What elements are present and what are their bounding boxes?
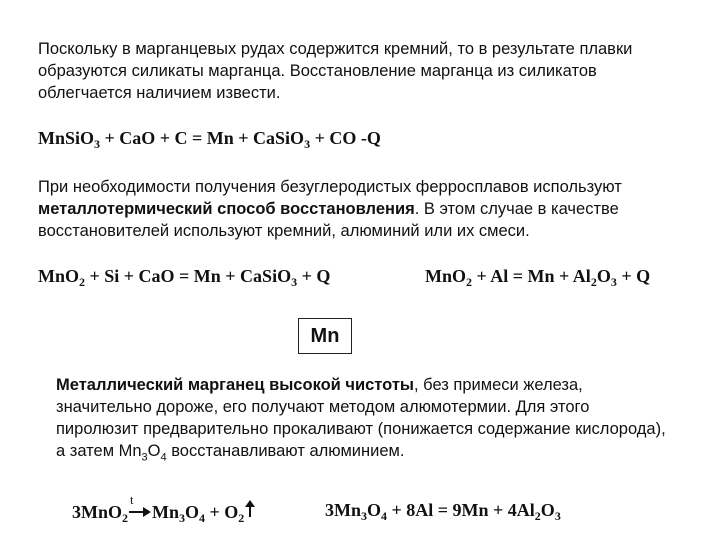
eq4-part: Mn bbox=[152, 502, 180, 522]
eq5-part: + 8Al = 9Mn + 4Al bbox=[387, 500, 535, 520]
eq4-sub: 2 bbox=[238, 511, 245, 525]
eq3-sub: 2 bbox=[466, 275, 473, 289]
eq3-part: + Al = Mn + Al bbox=[472, 266, 591, 286]
eq1-sub: 3 bbox=[304, 137, 311, 151]
eq5-part: 3Mn bbox=[325, 500, 361, 520]
eq5-sub: 2 bbox=[534, 509, 541, 523]
eq3-sub: 2 bbox=[590, 275, 597, 289]
eq1-part: + CaO + C = Mn + CaSiO bbox=[100, 128, 305, 148]
eq2-part: + Q bbox=[297, 266, 331, 286]
equation-aluminothermic bbox=[425, 266, 650, 287]
para3-sub: 3 bbox=[141, 451, 148, 464]
eq5-part: O bbox=[367, 500, 382, 520]
eq1-part: MnSiO bbox=[38, 128, 95, 148]
element-symbol: Mn bbox=[310, 324, 340, 347]
eq3-part: + Q bbox=[616, 266, 651, 286]
eq3-part: O bbox=[596, 266, 611, 286]
para3-text: восстанавливают алюминием. bbox=[166, 442, 405, 460]
eq4-part: O bbox=[185, 502, 200, 522]
eq4-part: + O bbox=[205, 502, 239, 522]
eq1-part: + CO -Q bbox=[310, 128, 381, 148]
para3-text: , без примеси железа, значительно дороже, его получают методом алюмотермии. Для этого пиролюзит предварительно прокаливают (понижается содержание кислорода), а затем Mn bbox=[56, 376, 666, 460]
eq1-sub: 3 bbox=[94, 137, 101, 151]
eq4-sub: 4 bbox=[199, 511, 206, 525]
element-symbol-box bbox=[298, 318, 352, 354]
equation-silicothermic bbox=[38, 266, 330, 287]
eq2-part: MnO bbox=[38, 266, 80, 286]
right-arrow-icon bbox=[128, 505, 152, 519]
para2-text: При необходимости получения безуглеродистых ферросплавов используют bbox=[38, 178, 622, 196]
eq5-sub: 4 bbox=[381, 509, 388, 523]
eq3-part: MnO bbox=[425, 266, 467, 286]
heat-arrow bbox=[128, 492, 152, 519]
eq2-sub: 2 bbox=[79, 275, 86, 289]
para2-text: . В этом случае в качестве восстановителей используют кремний, алюминий или их смеси. bbox=[38, 200, 619, 240]
eq4-part: 3MnO bbox=[72, 502, 123, 522]
gas-evolution-up-arrow-icon bbox=[244, 500, 256, 518]
intro-text: Поскольку в марганцевых рудах содержится кремний, то в результате плавки образуются силикаты марганца. Восстановление марганца из силикатов облегчается наличием извести. bbox=[38, 40, 633, 102]
equation-silicate-reduction bbox=[38, 128, 381, 149]
para2-bold-term: металлотермический способ восстановления bbox=[38, 200, 415, 218]
eq5-part: O bbox=[540, 500, 555, 520]
equation-pyrolusite-calcination bbox=[72, 492, 256, 525]
eq5-sub: 3 bbox=[361, 509, 367, 523]
heat-label: t bbox=[130, 492, 134, 507]
eq2-sub: 3 bbox=[291, 275, 298, 289]
eq4-sub: 2 bbox=[122, 511, 129, 525]
equation-aluminothermy-mn3o4 bbox=[325, 500, 561, 521]
eq5-sub: 3 bbox=[554, 509, 561, 523]
high-purity-paragraph bbox=[56, 374, 666, 468]
eq2-part: + Si + CaO = Mn + CaSiO bbox=[85, 266, 292, 286]
metallothermic-paragraph bbox=[38, 176, 688, 242]
eq4-sub: 3 bbox=[179, 511, 186, 525]
para3-sub: 4 bbox=[160, 451, 167, 464]
eq3-sub: 3 bbox=[610, 275, 617, 289]
intro-paragraph bbox=[38, 38, 678, 104]
para3-bold-term: Металлический марганец высокой чистоты bbox=[56, 376, 415, 394]
para3-text: O bbox=[147, 442, 161, 460]
